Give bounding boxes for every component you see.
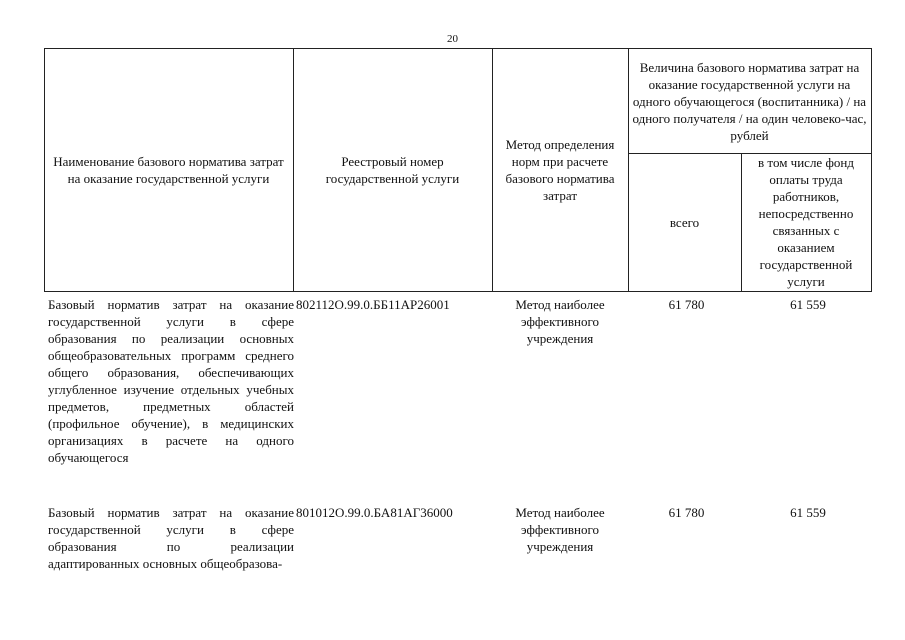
grid-line	[871, 49, 872, 291]
header-fund: в том числе фонд оплаты труда работников, непосредственно связанных с оказанием государственной услуги	[758, 155, 854, 289]
row-method: Метод наиболее эффективного учреждения	[515, 505, 605, 554]
row-total: 61 780	[668, 505, 705, 520]
table-header	[44, 48, 872, 292]
row-fund: 61 559	[790, 297, 826, 312]
row-method: Метод наиболее эффективного учреждения	[515, 297, 605, 346]
header-value-group: Величина базового норматива затрат на оказание государственной услуги на одного обучающегося (воспитанника) / на одного получателя / на один человеко-час, рублей	[632, 59, 867, 143]
row-name: Базовый норматив затрат на оказание государственной услуги в сфере образования по реализации основных общеобразовательных программ среднего общего образования, обеспечивающих углубленное изучение отдельных учебных предметов, предметных областей (профильное обучение), в медицинских организациях в расчете на одного обучающегося	[48, 297, 294, 465]
row-total: 61 780	[668, 297, 705, 312]
header-total: всего	[669, 214, 700, 230]
row-name: Базовый норматив затрат на оказание государственной услуги в сфере образования по реализации адаптированных основных общеобразова-	[48, 505, 294, 571]
header-method: Метод определения норм при расчете базового норматива затрат	[505, 137, 615, 203]
table-row	[44, 292, 872, 498]
table-row	[44, 498, 872, 588]
row-code: 802112О.99.0.ББ11АР26001	[296, 297, 450, 312]
norms-table	[44, 48, 872, 588]
row-fund: 61 559	[790, 505, 826, 520]
header-code: Реестровый номер государственной услуги	[325, 154, 460, 186]
header-name: Наименование базового норматива затрат на оказание государственной услуги	[53, 154, 284, 186]
row-code: 801012О.99.0.БА81АГ36000	[296, 505, 453, 520]
page-number: 20	[447, 33, 458, 45]
